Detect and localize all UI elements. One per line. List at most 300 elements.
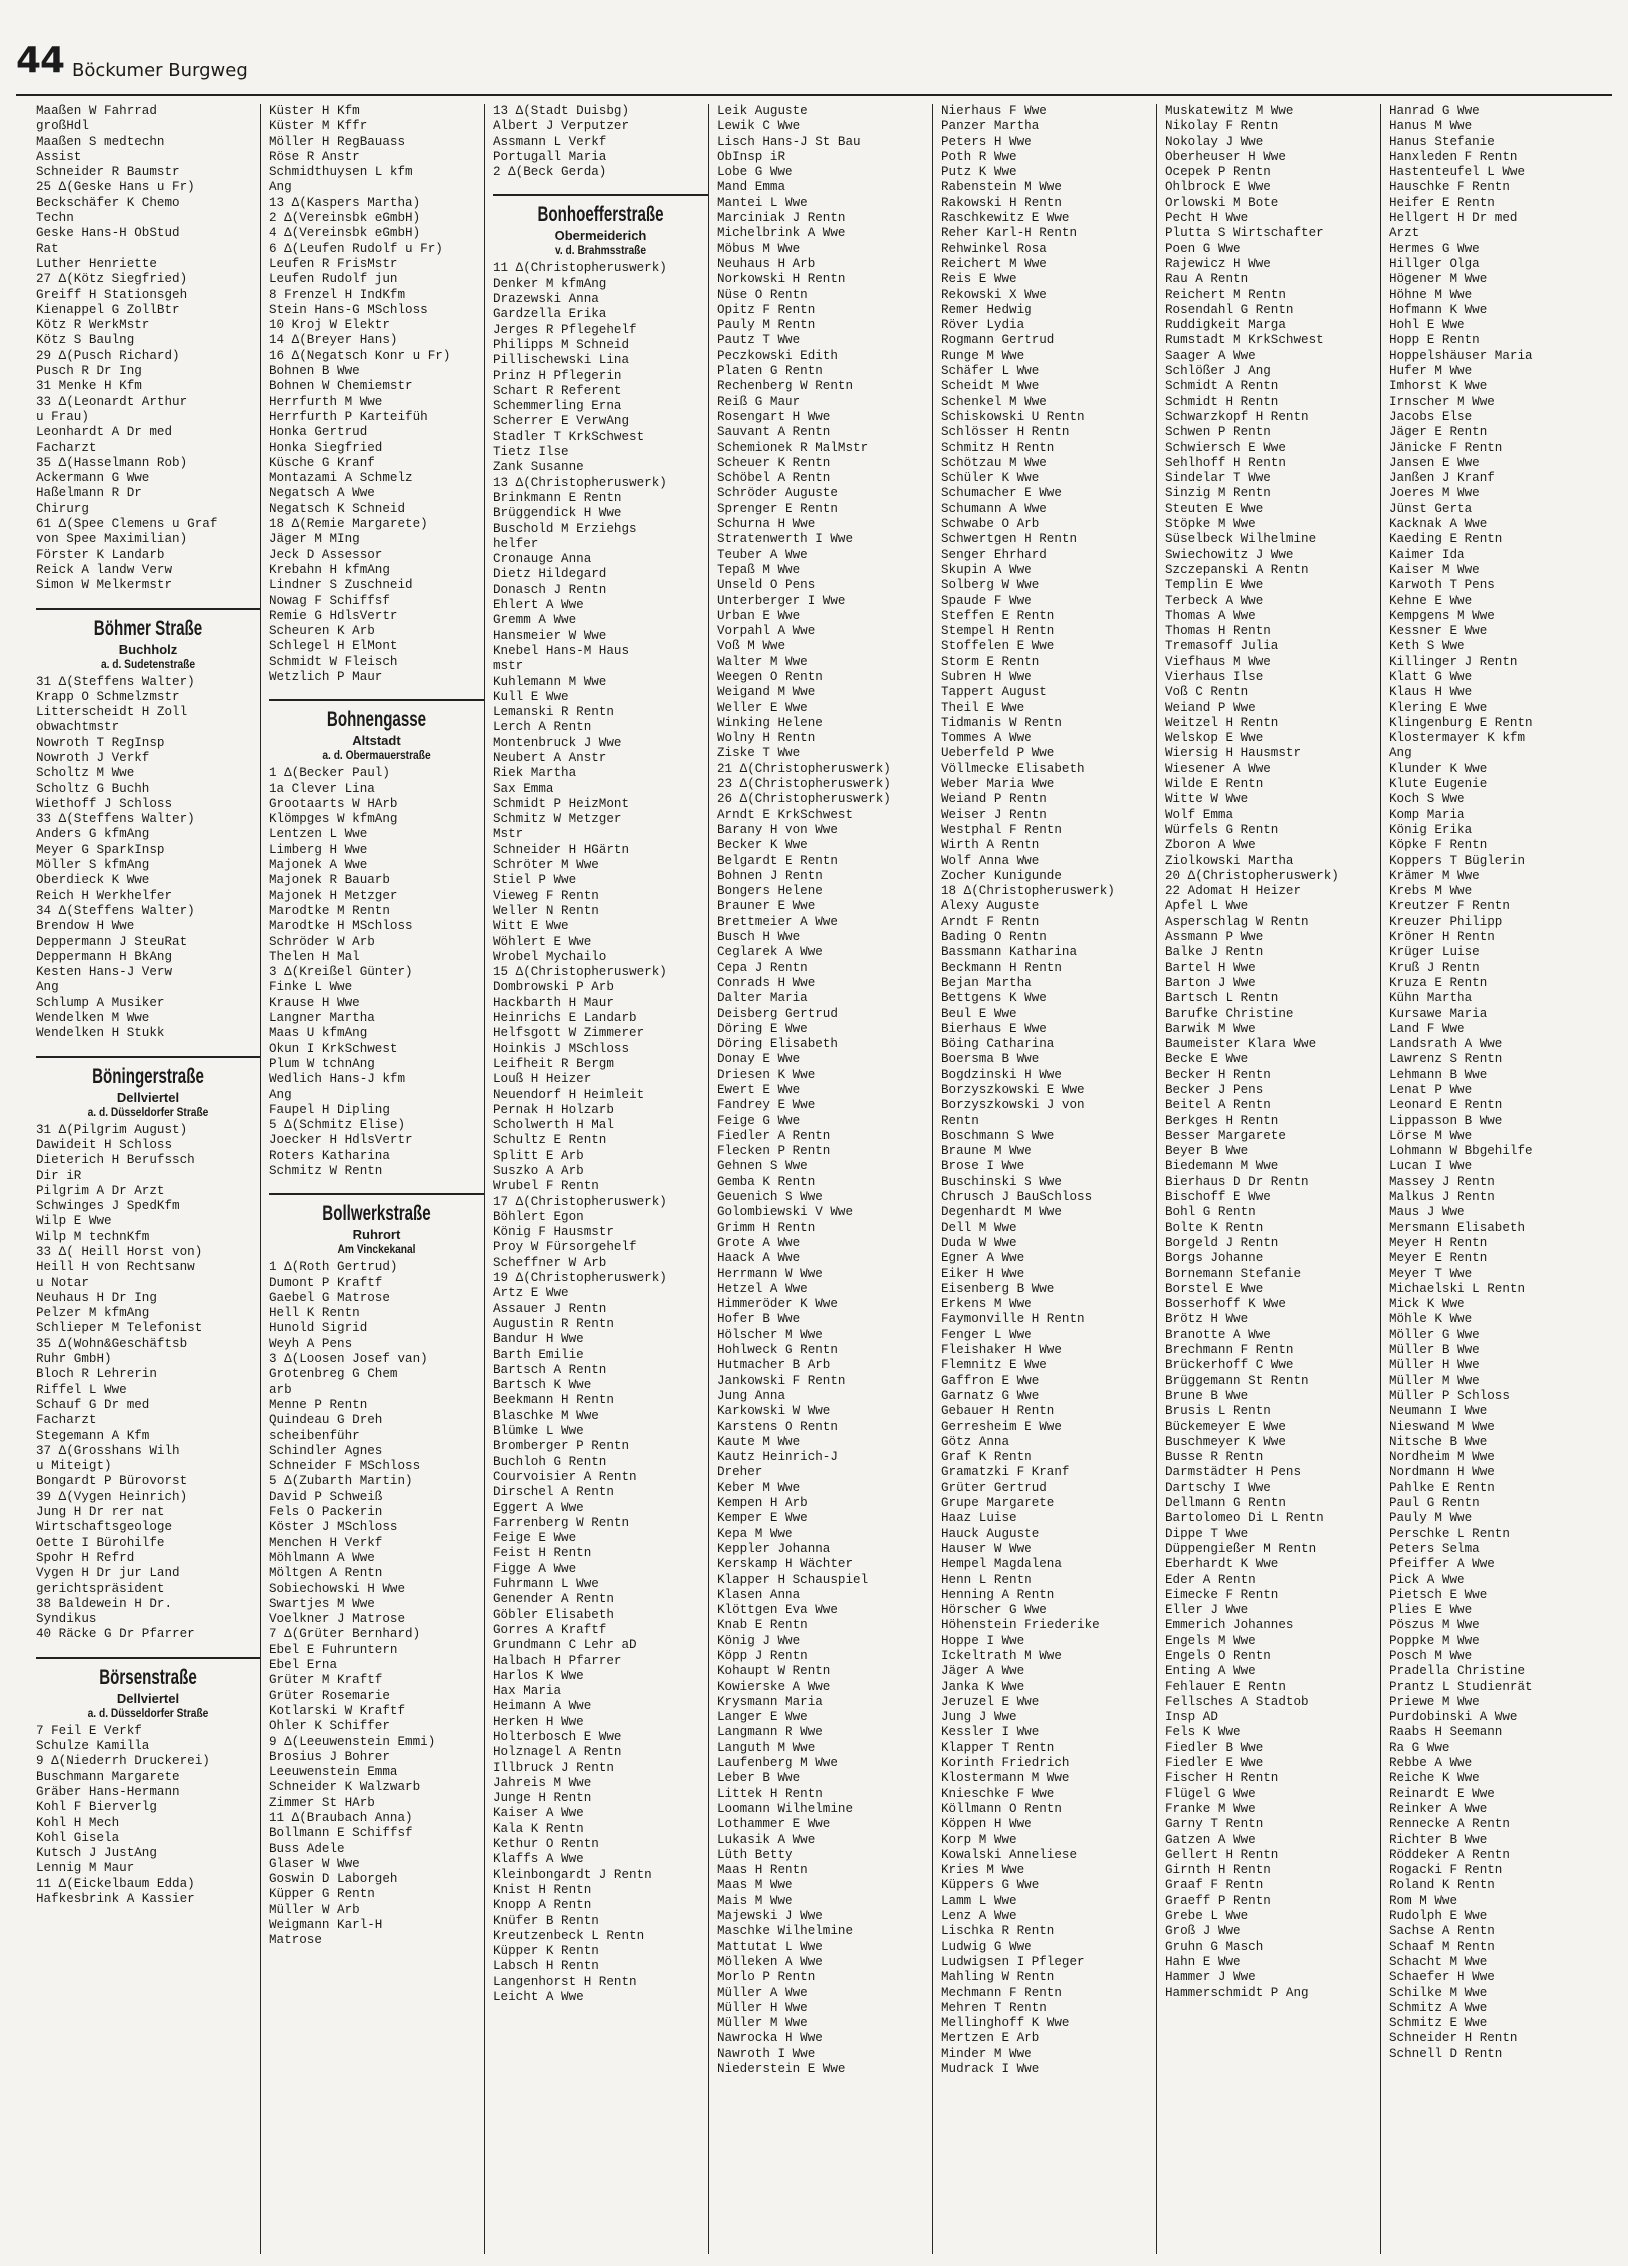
resident-entry: scheibenführ	[269, 1428, 360, 1443]
resident-entry: Plies E Wwe	[1389, 1603, 1473, 1618]
resident-entry: Lindner S Zuschneid	[269, 578, 413, 593]
resident-entry: Haßelmann R Dr	[36, 486, 142, 501]
resident-entry: Bongers Helene	[717, 884, 823, 899]
resident-entry: Schlegel H ElMont	[269, 639, 398, 654]
resident-entry: Müller M Wwe	[717, 2016, 808, 2031]
resident-entry: u Notar	[36, 1275, 89, 1290]
resident-entry: Schwinges J SpedKfm	[36, 1199, 180, 1214]
resident-entry: Kleinbongardt J Rentn	[493, 1867, 652, 1882]
resident-entry: Halbach H Pfarrer	[493, 1653, 622, 1668]
resident-entry: Kehne E Wwe	[1389, 593, 1473, 608]
resident-entry: 8 Frenzel H IndKfm	[269, 287, 406, 302]
resident-entry: Apfel L Wwe	[1165, 899, 1249, 914]
resident-entry: Besser Margarete	[1165, 1128, 1286, 1143]
resident-entry: Kesten Hans-J Verw	[36, 965, 173, 980]
street-name: Börsenstraße	[99, 1665, 197, 1689]
resident-entry: Nowroth J Verkf	[36, 750, 150, 765]
resident-entry: Herken H Wwe	[493, 1714, 584, 1729]
resident-entry: Scholtz M Wwe	[36, 766, 135, 781]
resident-entry: Kemper E Wwe	[717, 1511, 808, 1526]
resident-entry: Bloch R Lehrerin	[36, 1367, 157, 1382]
resident-entry: Schilke M Wwe	[1389, 1985, 1488, 2000]
resident-entry: Faymonville H Rentn	[941, 1312, 1085, 1327]
resident-entry: Nüse O Rentn	[717, 287, 808, 302]
resident-entry: Luther Henriette	[36, 256, 157, 271]
resident-entry: Eisenberg B Wwe	[941, 1281, 1055, 1296]
resident-entry: Grotenbreg G Chem	[269, 1367, 398, 1382]
resident-entry: Maus J Wwe	[1389, 1205, 1465, 1220]
resident-entry: gerichtspräsident	[36, 1581, 165, 1596]
resident-entry: Eiker H Wwe	[941, 1266, 1025, 1281]
resident-entry: Putz K Wwe	[941, 165, 1017, 180]
resident-entry: Krebs M Wwe	[1389, 884, 1473, 899]
resident-entry: Hoppe I Wwe	[941, 1633, 1025, 1648]
resident-entry: Röse R Anstr	[269, 149, 360, 164]
resident-entry: Stempel H Rentn	[941, 624, 1055, 639]
resident-entry: Wiethoff J Schloss	[36, 796, 173, 811]
resident-entry: Gaffron E Wwe	[941, 1373, 1040, 1388]
resident-entry: Neubert A Anstr	[493, 750, 607, 765]
resident-entry: Pilgrim A Dr Arzt	[36, 1183, 165, 1198]
resident-entry: 10 Kroj W Elektr	[269, 318, 390, 333]
resident-entry: Schwabe O Arb	[941, 517, 1040, 532]
running-head-street: Böckumer Burgweg	[72, 60, 248, 81]
resident-entry: Bromberger P Rentn	[493, 1439, 630, 1454]
resident-entry: Jäger M MIng	[269, 532, 360, 547]
resident-entry: Sprenger E Rentn	[717, 501, 838, 516]
resident-entry: Hofer B Wwe	[717, 1312, 801, 1327]
resident-entry: Kruza E Rentn	[1389, 975, 1488, 990]
resident-entry: Prinz H Pflegerin	[493, 368, 622, 383]
resident-entry: Tietz Ilse	[493, 445, 569, 460]
resident-entry: Bartel H Wwe	[1165, 960, 1256, 975]
resident-entry: Hastenteufel L Wwe	[1389, 165, 1526, 180]
resident-entry: Barwik M Wwe	[1165, 1021, 1256, 1036]
resident-entry: Bischoff E Wwe	[1165, 1190, 1271, 1205]
resident-entry: König F Hausmstr	[493, 1225, 614, 1240]
resident-entry: Knüfer B Rentn	[493, 1913, 599, 1928]
resident-entry: Engels O Rentn	[1165, 1648, 1271, 1663]
resident-entry: Mand Emma	[717, 180, 786, 195]
resident-entry: Lentzen L Wwe	[269, 827, 368, 842]
resident-entry: Kruß J Rentn	[1389, 960, 1480, 975]
resident-entry: 35 Δ(Wohn&Geschäftsb	[36, 1336, 188, 1351]
resident-entry: Garny T Rentn	[1165, 1817, 1264, 1832]
resident-entry: Solberg W Wwe	[941, 578, 1040, 593]
resident-entry: Storm E Rentn	[941, 654, 1040, 669]
page-header	[16, 40, 1612, 96]
resident-entry: Kohaupt W Rentn	[717, 1664, 831, 1679]
resident-entry: Reis E Wwe	[941, 272, 1017, 287]
resident-entry: Gebauer H Rentn	[941, 1404, 1055, 1419]
resident-entry: Scheuren K Arb	[269, 624, 375, 639]
resident-entry: 9 Δ(Leeuwenstein Emmi)	[269, 1734, 436, 1749]
resident-entry: Wilp E Wwe	[36, 1214, 112, 1229]
resident-entry: Morlo P Rentn	[717, 1970, 816, 1985]
resident-entry: Weber Maria Wwe	[941, 777, 1055, 792]
resident-entry: Hutmacher B Arb	[717, 1358, 831, 1373]
resident-entry: Syndikus	[36, 1612, 97, 1627]
resident-entry: Becker K Wwe	[717, 838, 808, 853]
resident-entry: Fiedler E Wwe	[1165, 1756, 1264, 1771]
resident-entry: Mick K Wwe	[1389, 1297, 1465, 1312]
resident-entry: Rogacki F Rentn	[1389, 1863, 1503, 1878]
resident-entry: Reiche K Wwe	[1389, 1771, 1480, 1786]
resident-entry: Sindelar T Wwe	[1165, 471, 1271, 486]
resident-entry: Rumstadt M KrkSchwest	[1165, 333, 1324, 348]
resident-entry: Loomann Wilhelmine	[717, 1801, 854, 1816]
resident-entry: Bornemann Stefanie	[1165, 1266, 1302, 1281]
resident-entry: Nordmann H Wwe	[1389, 1465, 1495, 1480]
resident-entry: Meyer G SparkInsp	[36, 842, 165, 857]
resident-entry: Reick A landw Verw	[36, 562, 173, 577]
resident-entry: Brüggendick H Wwe	[493, 506, 622, 521]
resident-entry: Flemnitz E Wwe	[941, 1358, 1047, 1373]
resident-entry: Wendelken M Wwe	[36, 1011, 150, 1026]
resident-entry: Rechenberg W Rentn	[717, 379, 854, 394]
resident-entry: Majonek R Bauarb	[269, 873, 390, 888]
resident-entry: Marciniak J Rentn	[717, 211, 846, 226]
resident-entry: Klaffs A Wwe	[493, 1852, 584, 1867]
resident-entry: Karkowski W Wwe	[717, 1404, 831, 1419]
resident-entry: Komp Maria	[1389, 807, 1465, 822]
resident-entry: Joecker H HdlsVertr	[269, 1133, 413, 1148]
resident-entry: Kreuzer Philipp	[1389, 914, 1503, 929]
resident-entry: u Miteigt)	[36, 1459, 112, 1474]
resident-entry: 11 Δ(Eickelbaum Edda)	[36, 1876, 195, 1891]
resident-entry: 29 Δ(Pusch Richard)	[36, 348, 180, 363]
resident-entry: Irnscher M Wwe	[1389, 394, 1495, 409]
resident-entry: Raabs H Seemann	[1389, 1725, 1503, 1740]
resident-entry: Hackbarth H Maur	[493, 995, 614, 1010]
resident-entry: Becke E Wwe	[1165, 1052, 1249, 1067]
resident-entry: Gaebel G Matrose	[269, 1290, 390, 1305]
resident-entry: Bollmann E Schiffsf	[269, 1826, 413, 1841]
resident-entry: Bartolomeo Di L Rentn	[1165, 1511, 1324, 1526]
resident-entry: Mertzen E Arb	[941, 2031, 1040, 2046]
resident-entry: Stegemann A Kfm	[36, 1428, 150, 1443]
resident-entry: Gellert H Rentn	[1165, 1847, 1279, 1862]
resident-entry: Erkens M Wwe	[941, 1297, 1032, 1312]
resident-entry: Küster M Kffr	[269, 119, 368, 134]
resident-entry: Fleishaker H Wwe	[941, 1343, 1062, 1358]
resident-entry: Joeres M Wwe	[1389, 486, 1480, 501]
resident-entry: Brettmeier A Wwe	[717, 914, 838, 929]
resident-entry: Neuhaus H Dr Ing	[36, 1290, 157, 1305]
resident-entry: ObInsp iR	[717, 149, 786, 164]
resident-entry: Klute Eugenie	[1389, 777, 1488, 792]
resident-entry: Brusis L Rentn	[1165, 1404, 1271, 1419]
resident-entry: Peczkowski Edith	[717, 348, 838, 363]
resident-entry: Kotlarski W Kraftf	[269, 1703, 406, 1718]
resident-entry: Leifheit R Bergm	[493, 1056, 614, 1071]
resident-entry: 21 Δ(Christopheruswerk)	[717, 761, 891, 776]
resident-entry: Lennig M Maur	[36, 1861, 135, 1876]
resident-entry: Koppers T Büglerin	[1389, 853, 1526, 868]
resident-entry: Süselbeck Wilhelmine	[1165, 532, 1317, 547]
resident-entry: Rajewicz H Wwe	[1165, 256, 1271, 271]
resident-entry: Braune M Wwe	[941, 1144, 1032, 1159]
resident-entry: Flecken P Rentn	[717, 1144, 831, 1159]
resident-entry: Michelbrink A Wwe	[717, 226, 846, 241]
resident-entry: Krapp O Schmelzmstr	[36, 689, 180, 704]
resident-entry: Schmitz W Metzger	[493, 812, 622, 827]
resident-entry: Priewe M Wwe	[1389, 1694, 1480, 1709]
resident-entry: Kerskamp H Wächter	[717, 1557, 854, 1572]
resident-entry: Roland K Rentn	[1389, 1878, 1495, 1893]
resident-entry: Schacht M Wwe	[1389, 1954, 1488, 1969]
resident-entry: Ruddigkeit Marga	[1165, 318, 1286, 333]
resident-entry: Theil E Wwe	[941, 700, 1025, 715]
resident-entry: Brune B Wwe	[1165, 1388, 1249, 1403]
resident-entry: Ebel Erna	[269, 1658, 338, 1673]
resident-entry: Barth Emilie	[493, 1347, 584, 1362]
resident-entry: Köppen H Wwe	[941, 1817, 1032, 1832]
resident-entry: Keber M Wwe	[717, 1480, 801, 1495]
resident-entry: Bohnen J Rentn	[717, 868, 823, 883]
resident-entry: obwachtmstr	[36, 720, 120, 735]
resident-entry: Welskop E Wwe	[1165, 731, 1264, 746]
resident-entry: Möhle K Wwe	[1389, 1312, 1473, 1327]
resident-entry: Donasch J Rentn	[493, 582, 607, 597]
resident-entry: Cepa J Rentn	[717, 960, 808, 975]
resident-entry: 5 Δ(Zubarth Martin)	[269, 1474, 413, 1489]
resident-entry: Hammer J Wwe	[1165, 1970, 1256, 1985]
resident-entry: Klatt G Wwe	[1389, 669, 1473, 684]
resident-entry: Hölscher M Wwe	[717, 1327, 823, 1342]
resident-entry: Winking Helene	[717, 715, 823, 730]
street-heading	[269, 699, 484, 762]
resident-entry: Müller H Wwe	[1389, 1358, 1480, 1373]
resident-entry: Weiand P Rentn	[941, 792, 1047, 807]
resident-entry: Schmidt H Rentn	[1165, 394, 1279, 409]
resident-entry: Hopp E Rentn	[1389, 333, 1480, 348]
resident-entry: Röddeker A Rentn	[1389, 1847, 1510, 1862]
resident-entry: Rogmann Gertrud	[941, 333, 1055, 348]
resident-entry: Wolny H Rentn	[717, 731, 816, 746]
resident-entry: Lewik C Wwe	[717, 119, 801, 134]
resident-entry: Hanrad G Wwe	[1389, 104, 1480, 118]
resident-entry: Möhlmann A Wwe	[269, 1550, 375, 1565]
resident-entry: Mattutat L Wwe	[717, 1939, 823, 1954]
resident-entry: Tremasoff Julia	[1165, 639, 1279, 654]
resident-entry: Fehlauer E Rentn	[1165, 1679, 1286, 1694]
resident-entry: Zocher Kunigunde	[941, 868, 1062, 883]
resident-entry: Genender A Rentn	[493, 1592, 614, 1607]
resident-entry: Schenkel M Wwe	[941, 394, 1047, 409]
resident-entry: Janßen J Kranf	[1389, 471, 1495, 486]
resident-entry: Lemanski R Rentn	[493, 705, 614, 720]
resident-entry: Kaiser M Wwe	[1389, 562, 1480, 577]
resident-entry: Stiel P Wwe	[493, 873, 577, 888]
resident-entry: Schneider H HGärtn	[493, 842, 630, 857]
resident-entry: Fuhrmann L Wwe	[493, 1577, 599, 1592]
resident-entry: Hauck Auguste	[941, 1526, 1040, 1541]
resident-entry: Greiff H Stationsgeh	[36, 287, 188, 302]
resident-entry: Brechmann F Rentn	[1165, 1343, 1294, 1358]
resident-entry: Dietz Hildegard	[493, 567, 607, 582]
resident-entry: 15 Δ(Christopheruswerk)	[493, 965, 667, 980]
resident-entry: Dalter Maria	[717, 991, 808, 1006]
resident-entry: Viefhaus M Wwe	[1165, 654, 1271, 669]
resident-entry: Techn	[36, 211, 74, 226]
resident-entry: Pradella Christine	[1389, 1664, 1526, 1679]
resident-entry: Neuendorf H Heimleit	[493, 1087, 645, 1102]
resident-entry: Plum W tchnAng	[269, 1056, 375, 1071]
resident-entry: Weyh A Pens	[269, 1336, 353, 1351]
resident-entry: Janka K Wwe	[941, 1679, 1025, 1694]
resident-entry: Honka Gertrud	[269, 425, 368, 440]
resident-entry: Reichert M Rentn	[1165, 287, 1286, 302]
directory-column	[1156, 104, 1380, 2254]
resident-entry: Herrfurth M Wwe	[269, 394, 383, 409]
resident-entry: Littek H Rentn	[717, 1786, 823, 1801]
resident-entry: Sehlhoff H Rentn	[1165, 455, 1286, 470]
resident-entry: Jacobs Else	[1389, 409, 1473, 424]
resident-entry: Grüter M Kraftf	[269, 1673, 383, 1688]
resident-entry: Niederstein E Wwe	[717, 2062, 846, 2076]
resident-entry: Nowag F Schiffsf	[269, 593, 390, 608]
resident-entry: Kutsch J JustAng	[36, 1846, 157, 1861]
resident-entry: Bandur H Wwe	[493, 1332, 584, 1347]
resident-entry: Graeff P Rentn	[1165, 1893, 1271, 1908]
resident-entry: Heimann A Wwe	[493, 1699, 592, 1714]
resident-entry: Unseld O Pens	[717, 578, 816, 593]
resident-entry: Szczepanski A Rentn	[1165, 562, 1309, 577]
resident-entry: Wedlich Hans-J kfm	[269, 1072, 406, 1087]
resident-entry: Feige E Wwe	[493, 1531, 577, 1546]
resident-entry: Gräber Hans-Hermann	[36, 1784, 180, 1799]
resident-entry: Voß M Wwe	[717, 639, 786, 654]
resident-entry: Schröter M Wwe	[493, 858, 599, 873]
resident-entry: Pelzer M kfmAng	[36, 1306, 150, 1321]
resident-entry: Brauner E Wwe	[717, 899, 816, 914]
resident-entry: Jansen E Wwe	[1389, 455, 1480, 470]
resident-entry: Minder M Wwe	[941, 2046, 1032, 2061]
resident-entry: Kempen H Arb	[717, 1496, 808, 1511]
resident-entry: Henning A Rentn	[941, 1587, 1055, 1602]
resident-entry: Quindeau G Dreh	[269, 1413, 383, 1428]
resident-entry: Arzt	[1389, 226, 1420, 241]
resident-entry: Lerch A Rentn	[493, 720, 592, 735]
resident-entry: 2 Δ(Vereinsbk eGmbH)	[269, 211, 421, 226]
resident-entry: Kohl F Bierverlg	[36, 1800, 157, 1815]
street-heading	[269, 1193, 484, 1256]
resident-entry: Förster K Landarb	[36, 547, 165, 562]
resident-entry: Bartsch K Wwe	[493, 1378, 592, 1393]
resident-entry: Jankowski F Rentn	[717, 1373, 846, 1388]
resident-entry: Koch S Wwe	[1389, 792, 1465, 807]
resident-entry: Boschmann S Wwe	[941, 1128, 1055, 1143]
resident-entry: König Erika	[1389, 822, 1473, 837]
resident-entry: Hetzel A Wwe	[717, 1281, 808, 1296]
resident-entry: Pernak H Holzarb	[493, 1102, 614, 1117]
resident-entry: Malkus J Rentn	[1389, 1190, 1495, 1205]
resident-entry: Heifer E Rentn	[1389, 195, 1495, 210]
resident-entry: Ra G Wwe	[1389, 1740, 1450, 1755]
resident-entry: Gorres A Kraftf	[493, 1622, 607, 1637]
resident-entry: Maas M Wwe	[717, 1878, 793, 1893]
resident-entry: Maschke Wilhelmine	[717, 1924, 854, 1939]
resident-entry: Reiß G Maur	[717, 394, 801, 409]
resident-entry: 16 Δ(Negatsch Konr u Fr)	[269, 348, 451, 363]
resident-entry: Düppengießer M Rentn	[1165, 1541, 1317, 1556]
resident-entry: Lüth Betty	[717, 1847, 793, 1862]
resident-entry: Müller W Arb	[269, 1902, 360, 1917]
resident-entry: Barany H von Wwe	[717, 822, 838, 837]
resident-entry: Kautz Heinrich-J	[717, 1450, 838, 1465]
resident-entry: Schmitz E Wwe	[1389, 2016, 1488, 2031]
resident-entry: Deppermann H BkAng	[36, 949, 173, 964]
resident-entry: Schäfer L Wwe	[941, 364, 1040, 379]
resident-entry: Arndt F Rentn	[941, 914, 1040, 929]
resident-entry: 1a Clever Lina	[269, 781, 375, 796]
resident-entry: Müller A Wwe	[717, 1985, 808, 2000]
resident-entry: Witte W Wwe	[1165, 792, 1249, 807]
resident-entry: Voß C Rentn	[1165, 685, 1249, 700]
resident-entry: Bosserhoff K Wwe	[1165, 1297, 1286, 1312]
resident-entry: Busse R Rentn	[1165, 1450, 1264, 1465]
resident-entry: Balke J Rentn	[1165, 945, 1264, 960]
resident-entry: Mahling W Rentn	[941, 1970, 1055, 1985]
resident-entry: Feist H Rentn	[493, 1546, 592, 1561]
resident-entry: Poppke M Wwe	[1389, 1633, 1480, 1648]
resident-entry: Reinardt E Wwe	[1389, 1786, 1495, 1801]
resident-entry: Goswin D Laborgeh	[269, 1872, 398, 1887]
resident-entry: Bejan Martha	[941, 975, 1032, 990]
resident-entry: Orlowski M Bote	[1165, 195, 1279, 210]
resident-entry: Karstens O Rentn	[717, 1419, 838, 1434]
resident-entry: Lohmann W Bbgehilfe	[1389, 1144, 1533, 1159]
resident-entry: Högener M Wwe	[1389, 272, 1488, 287]
resident-entry: Oette I Bürohilfe	[36, 1535, 165, 1550]
resident-entry: Küppers G Wwe	[941, 1878, 1040, 1893]
resident-entry: Negatsch K Schneid	[269, 501, 406, 516]
resident-entry: Gardzella Erika	[493, 307, 607, 322]
resident-entry: Zank Susanne	[493, 460, 584, 475]
resident-entry: Poen G Wwe	[1165, 241, 1241, 256]
resident-entry: Chrusch J BauSchloss	[941, 1190, 1093, 1205]
resident-entry: Döring Elisabeth	[717, 1037, 838, 1052]
resident-entry: 31 Δ(Pilgrim August)	[36, 1122, 188, 1137]
resident-entry: Weegen O Rentn	[717, 669, 823, 684]
resident-entry: Rentn	[941, 1113, 979, 1128]
resident-entry: Schwen P Rentn	[1165, 425, 1271, 440]
resident-entry: Voelkner J Matrose	[269, 1612, 406, 1627]
resident-entry: Mölleken A Wwe	[717, 1954, 823, 1969]
resident-entry: Schart R Referent	[493, 383, 622, 398]
resident-entry: Schmitz W Rentn	[269, 1164, 383, 1178]
resident-entry: Schmidt W Fleisch	[269, 654, 398, 669]
resident-entry: Jahreis M Wwe	[493, 1775, 592, 1790]
resident-entry: Krebahn H kfmAng	[269, 562, 390, 577]
resident-entry: Scheidt M Wwe	[941, 379, 1040, 394]
resident-entry: Schwertgen H Rentn	[941, 532, 1078, 547]
resident-entry: Hansmeier W Wwe	[493, 628, 607, 643]
resident-entry: Dawideit H Schloss	[36, 1137, 173, 1152]
resident-entry: 38 Baldewein H Dr.	[36, 1596, 173, 1611]
resident-entry: Emmerich Johannes	[1165, 1618, 1294, 1633]
resident-entry: Illbruck J Rentn	[493, 1760, 614, 1775]
resident-entry: Hauschke F Rentn	[1389, 180, 1510, 195]
resident-entry: Faupel H Dipling	[269, 1102, 390, 1117]
resident-entry: Paul G Rentn	[1389, 1496, 1480, 1511]
resident-entry: Dellmann G Rentn	[1165, 1496, 1286, 1511]
resident-entry: 26 Δ(Christopheruswerk)	[717, 792, 891, 807]
resident-entry: Harlos K Wwe	[493, 1668, 584, 1683]
resident-entry: Peters H Wwe	[941, 134, 1032, 149]
resident-entry: Hohlweck G Rentn	[717, 1343, 838, 1358]
